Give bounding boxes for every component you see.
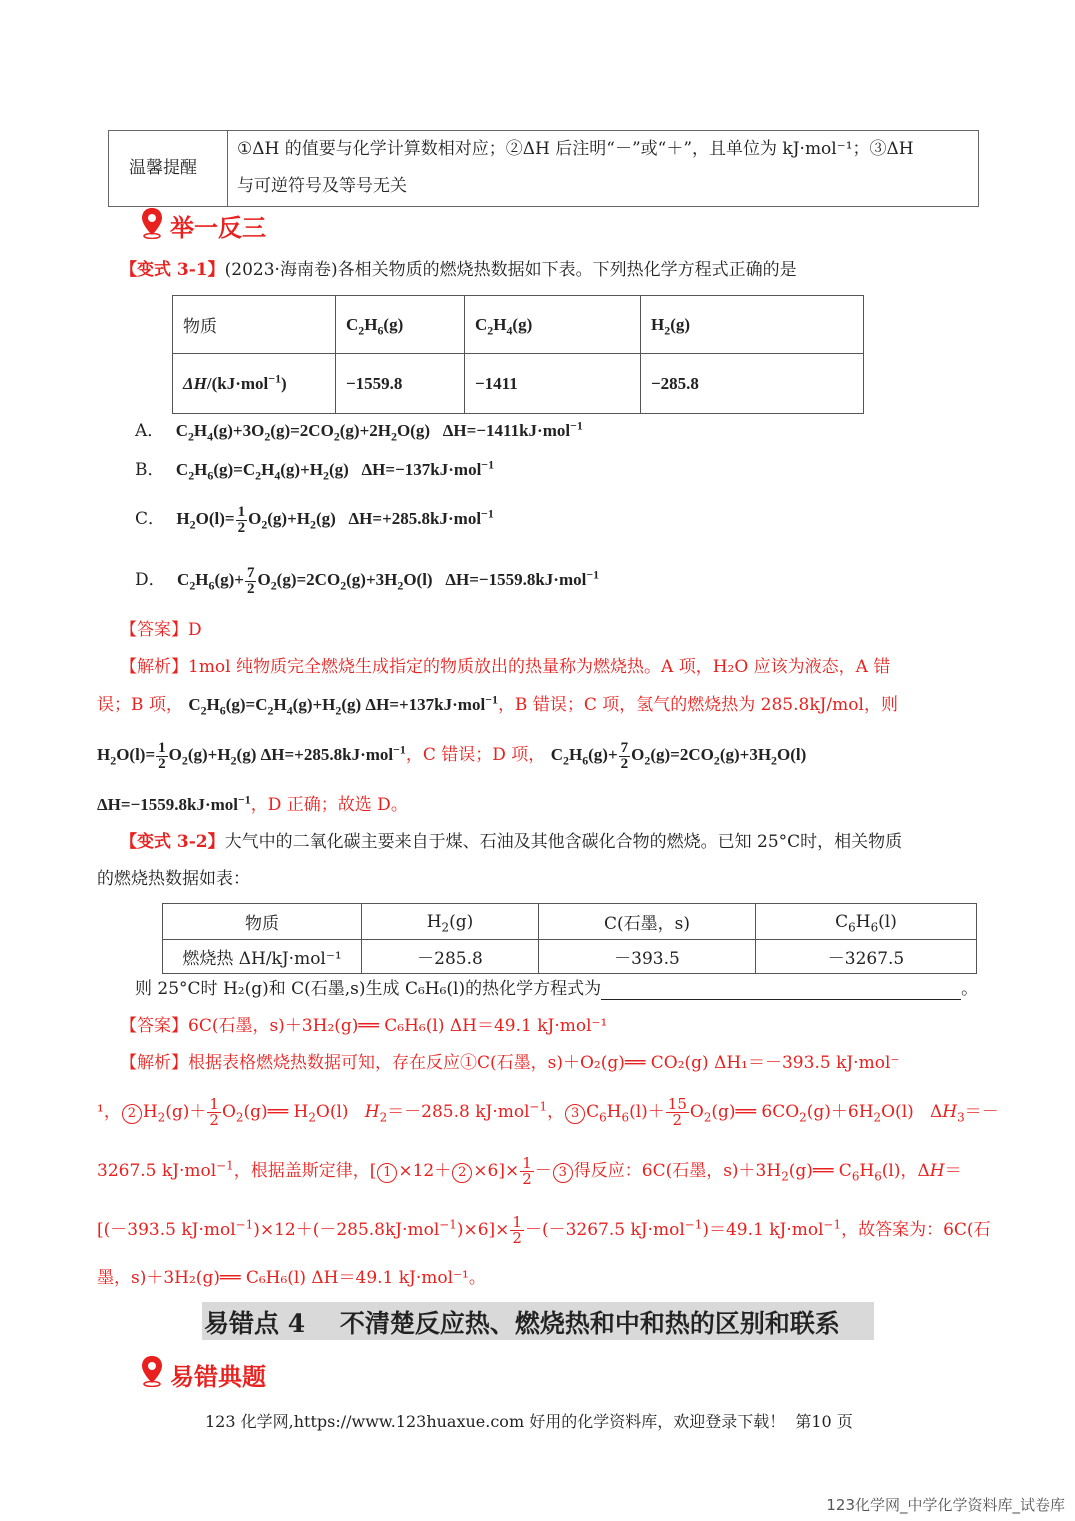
section-title-typical: 易错典题 xyxy=(170,1363,266,1391)
answer-3-2: 【答案】6C(石墨，s)＋3H₂(g)══ C₆H₆(l) ΔH＝49.1 kJ·mol⁻¹ xyxy=(120,1016,608,1036)
answer-3-1: 【答案】D xyxy=(120,620,202,640)
option-b: B． $C_2H_6(g)=C_2H_4(g)+H_2(g)$ ΔH=−137kJ·mol$^{-1}$ xyxy=(135,457,495,483)
table-header-cell: 物质 xyxy=(163,904,362,940)
question-stem: (2023·海南卷)各相关物质的燃烧热数据如下表。下列热化学方程式正确的是 xyxy=(224,260,797,280)
analysis-3-2-line-1: 【解析】根据表格燃烧热数据可知，存在反应①C(石墨，s)＋O₂(g)══ CO₂(g) ΔH₁＝－393.5 kJ·mol⁻ xyxy=(120,1053,900,1073)
table-header-cell: $H_2(g)$ xyxy=(362,904,539,940)
table-cell: −285.8 xyxy=(641,354,864,414)
option-a: A． $C_2H_4(g)+3O_2(g)=2CO_2(g)+2H_2O(g)$ ΔH=−1411kJ·mol$^{-1}$ xyxy=(135,418,583,444)
tip-line-1: ①ΔH 的值要与化学计算数相对应；②ΔH 后注明“－”或“＋”，且单位为 kJ·mol⁻¹；③ΔH xyxy=(237,139,914,159)
question-3-1 xyxy=(120,259,797,281)
question-3-2-line-2: 的燃烧热数据如表： xyxy=(97,869,250,889)
table-cell: 燃烧热 ΔH/kJ·mol⁻¹ xyxy=(163,940,362,974)
watermark: 123化学网_中学化学资料库_试卷库 xyxy=(826,1496,1065,1514)
table-cell: －285.8 xyxy=(362,940,539,974)
option-c: C． $H_2O(l)=$ $\frac{1}{2}$ $O_2(g)+H_2(g)$ ΔH=+285.8kJ·mol$^{-1}$ xyxy=(135,503,494,536)
question-3-2 xyxy=(120,831,902,853)
option-d: D． $C_2H_6(g)+$ $\frac{7}{2}$ $O_2(g)=2CO_2(g)+3H_2O(l)$ ΔH=−1559.8kJ·mol$^{-1}$ xyxy=(135,564,600,597)
tip-label: 温馨提醒 xyxy=(129,158,197,178)
table-header-cell: $H_2(g)$ xyxy=(641,296,864,354)
analysis-3-1-line-2: 误；B 项， $C_2H_6(g)=C_2H_4(g)+H_2(g)$ ΔH=+137kJ·mol$^{-1}$，B 错误；C 项，氢气的燃烧热为 285.8kJ/mol，则 xyxy=(97,692,898,718)
section-title-error-point: 易错点 4 不清楚反应热、燃烧热和中和热的区别和联系 xyxy=(204,1309,840,1338)
analysis-3-1-line-3: $H_2O(l)=$ $\frac{1}{2}$ $O_2(g)+H_2(g)$ ΔH=+285.8kJ·mol$^{-1}$，C 错误；D 项， $C_2H_6(g)+$ $\frac{7}{2}$ $O_2(g)=2CO_2(g)+3H_2O(l)$ xyxy=(97,739,807,772)
page-footer: 123 化学网,https://www.123huaxue.com 好用的化学资料库，欢迎登录下载！ 第10 页 xyxy=(205,1412,853,1431)
analysis-3-2-line-4: [(－393.5 kJ·mol$^{-1}$)×12＋(－285.8kJ·mol$^{-1}$)×6]× $\frac{1}{2}$ －(－3267.5 kJ·mol$^{-1}$)＝49.1 kJ·mol$^{-1}$，故答案为：6C(石 xyxy=(97,1213,991,1247)
analysis-3-2-line-5: 墨，s)＋3H₂(g)══ C₆H₆(l) ΔH＝49.1 kJ·mol⁻¹。 xyxy=(97,1268,486,1288)
answer-blank[interactable] xyxy=(601,979,961,1000)
question-stem: 大气中的二氧化碳主要来自于煤、石油及其他含碳化合物的燃烧。已知 25°C时，相关物质 xyxy=(224,832,903,852)
table-cell: －393.5 xyxy=(539,940,756,974)
question-3-2-blank-line: 则 25°C时 H₂(g)和 C(石墨,s)生成 C₆H₆(l)的热化学方程式为 。 xyxy=(135,979,979,999)
location-pin-icon xyxy=(140,207,164,239)
table-header-cell: $C_2H_4(g)$ xyxy=(465,296,641,354)
section-title-practice: 举一反三 xyxy=(170,214,266,242)
combustion-table-1 xyxy=(172,295,864,414)
table-cell: －3267.5 xyxy=(756,940,977,974)
table-cell: −1559.8 xyxy=(336,354,465,414)
question-tag: 【变式 3-1】 xyxy=(120,260,225,280)
table-cell: ΔH/(kJ·mol$^{-1}$) xyxy=(173,354,336,414)
table-header-cell: $C_6H_6(l)$ xyxy=(756,904,977,940)
combustion-table-2 xyxy=(162,903,977,974)
question-tag: 【变式 3-2】 xyxy=(120,832,225,852)
analysis-3-2-line-2: ¹， 2 $H_2(g)+$ $\frac{1}{2}$ $O_2(g)══$ $H_2O(l)$ $H_2=-285.8$ kJ·mol$^{-1}$， 3 $C_6H_6(l)+$ $\frac{15}{2}$ $O_2(g)══$ $6CO_2(g)+6H_2O(l)$ $\Delta H_3=-$ xyxy=(97,1095,999,1129)
analysis-3-1-line-1: 【解析】1mol 纯物质完全燃烧生成指定的物质放出的热量称为燃烧热。A 项，H₂O 应该为液态，A 错 xyxy=(120,657,891,677)
table-header-cell: $C_2H_6(g)$ xyxy=(336,296,465,354)
table-cell: −1411 xyxy=(465,354,641,414)
table-header-cell: 物质 xyxy=(173,296,336,354)
analysis-3-2-line-3: 3267.5 kJ·mol$^{-1}$，根据盖斯定律，[ 1 ×12＋ 2 ×6]× $\frac{1}{2}$ － 3 得反应：6C(石墨，$s)+3H_2(g)══$ $C_6H_6(l)$，ΔH＝ xyxy=(97,1154,962,1188)
tip-line-2: 与可逆符号及等号无关 xyxy=(237,176,407,196)
analysis-3-1-line-4: ΔH=−1559.8kJ·mol$^{-1}$，D 正确；故选 D。 xyxy=(97,792,408,815)
location-pin-icon xyxy=(140,1355,164,1387)
tip-box xyxy=(108,130,979,207)
table-header-cell: C(石墨，s) xyxy=(539,904,756,940)
